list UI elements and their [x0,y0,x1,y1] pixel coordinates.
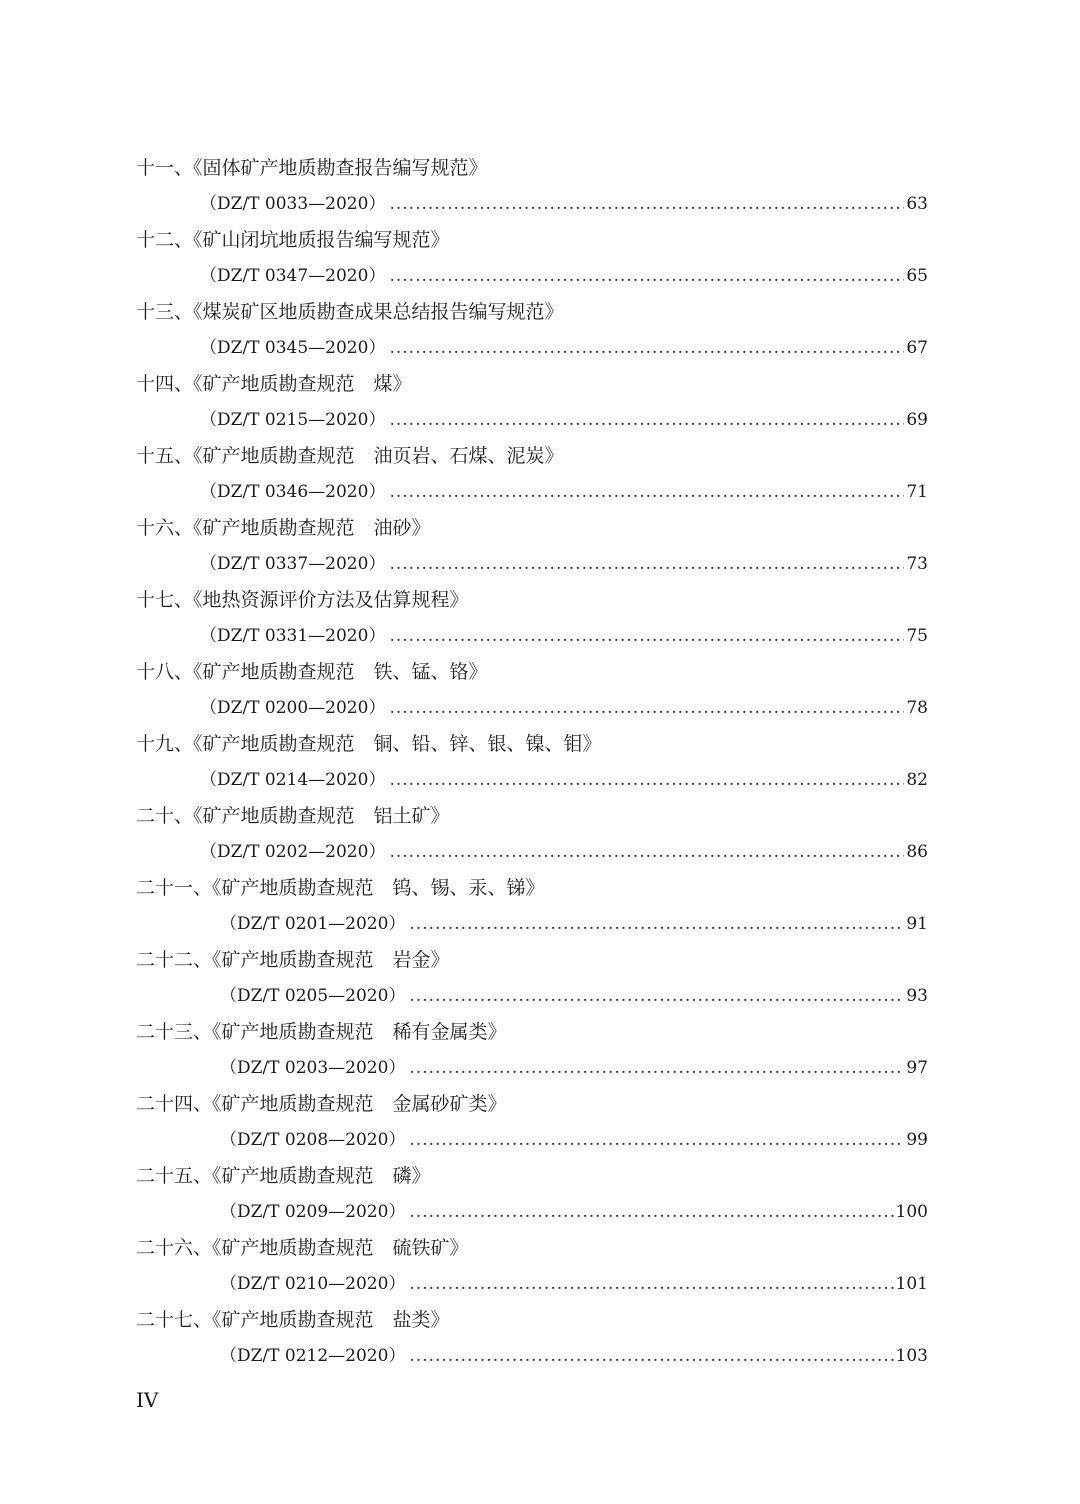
toc-entry-code: （DZ/T 0205—2020） [220,986,406,1006]
toc-entry [0,582,1080,654]
toc-entry-title: 十九、《矿产地质勘查规范 铜、铅、锌、银、镍、钼》 [136,733,602,755]
toc-entry-code-line [0,474,928,510]
toc-entry-title: 二十四、《矿产地质勘查规范 金属砂矿类》 [136,1093,507,1115]
dot-leader [409,1338,893,1374]
toc-entry [0,1158,1080,1230]
toc-entry-code: （DZ/T 0203—2020） [220,1058,406,1078]
toc-entry-page-number: 100 [895,1202,928,1222]
toc-entry-code: （DZ/T 0201—2020） [220,914,406,934]
toc-entry [0,870,1080,942]
toc-entry-code-line [0,1266,928,1302]
toc-entry-code: （DZ/T 0331—2020） [200,626,386,646]
toc-entry [0,294,1080,366]
toc-entry-code: （DZ/T 0209—2020） [220,1202,406,1222]
toc-entry-title: 十六、《矿产地质勘查规范 油砂》 [136,517,431,539]
toc-entry-page-number: 91 [906,914,928,934]
toc-entry-title: 十四、《矿产地质勘查规范 煤》 [136,373,412,395]
dot-leader [389,402,904,438]
dot-leader [389,186,904,222]
toc-entry-page-number: 93 [906,986,928,1006]
toc-entry-code: （DZ/T 0346—2020） [200,482,386,502]
toc-entry [0,726,1080,798]
toc-entry-code: （DZ/T 0210—2020） [220,1274,406,1294]
dot-leader [389,834,904,870]
toc-entry-page-number: 65 [906,266,928,286]
toc-entry-title: 十七、《地热资源评价方法及估算规程》 [136,589,469,611]
toc-entry-title: 二十一、《矿产地质勘查规范 钨、锡、汞、锑》 [136,877,545,899]
dot-leader [389,690,904,726]
toc-entry [0,1302,1080,1374]
toc-entry-code-line [0,762,928,798]
dot-leader [409,906,904,942]
dot-leader [389,546,904,582]
toc-entry [0,942,1080,1014]
toc-entry-title: 二十三、《矿产地质勘查规范 稀有金属类》 [136,1021,507,1043]
toc-entry-code-line [0,546,928,582]
toc-entry-title: 十八、《矿产地质勘查规范 铁、锰、铬》 [136,661,488,683]
toc-entry-page-number: 103 [895,1346,928,1366]
dot-leader [409,1194,893,1230]
toc-entry-page-number: 63 [906,194,928,214]
toc-entry-page-number: 97 [906,1058,928,1078]
toc-entry-code: （DZ/T 0347—2020） [200,266,386,286]
toc-entry-page-number: 69 [906,410,928,430]
toc-entry-code-line [0,330,928,366]
page-number-footer: IV [136,1388,159,1412]
toc-list [0,150,1080,1374]
toc-entry-title: 二十、《矿产地质勘查规范 铝土矿》 [136,805,450,827]
table-of-contents [0,150,1080,1374]
toc-entry-code-line [0,258,928,294]
toc-entry-code-line [0,1050,928,1086]
toc-entry-code-line [0,618,928,654]
toc-entry-title: 十五、《矿产地质勘查规范 油页岩、石煤、泥炭》 [136,445,564,467]
toc-entry-page-number: 78 [906,698,928,718]
toc-entry-code: （DZ/T 0202—2020） [200,842,386,862]
toc-entry-code-line [0,186,928,222]
toc-entry-code: （DZ/T 0215—2020） [200,410,386,430]
dot-leader [389,474,904,510]
toc-entry-code: （DZ/T 0337—2020） [200,554,386,574]
dot-leader [389,762,904,798]
toc-entry [0,1086,1080,1158]
toc-entry-code: （DZ/T 0214—2020） [200,770,386,790]
toc-entry [0,654,1080,726]
toc-entry [0,222,1080,294]
toc-entry-code: （DZ/T 0033—2020） [200,194,386,214]
toc-entry-page-number: 73 [906,554,928,574]
toc-entry-title: 二十五、《矿产地质勘查规范 磷》 [136,1165,431,1187]
toc-entry [0,1230,1080,1302]
toc-entry-title: 二十二、《矿产地质勘查规范 岩金》 [136,949,450,971]
toc-entry-page-number: 71 [906,482,928,502]
toc-entry [0,366,1080,438]
toc-entry-code: （DZ/T 0200—2020） [200,698,386,718]
toc-entry [0,510,1080,582]
toc-entry-code-line [0,402,928,438]
toc-entry-page-number: 86 [906,842,928,862]
toc-entry [0,438,1080,510]
dot-leader [409,1266,893,1302]
toc-entry-code-line [0,906,928,942]
toc-entry-title: 十一、《固体矿产地质勘查报告编写规范》 [136,157,488,179]
toc-entry-code: （DZ/T 0208—2020） [220,1130,406,1150]
toc-entry-page-number: 75 [906,626,928,646]
toc-entry-code-line [0,978,928,1014]
toc-entry-code-line [0,1338,928,1374]
toc-entry-code-line [0,1122,928,1158]
dot-leader [409,978,904,1014]
toc-entry-code: （DZ/T 0345—2020） [200,338,386,358]
toc-entry-page-number: 82 [906,770,928,790]
toc-entry-title: 二十七、《矿产地质勘查规范 盐类》 [136,1309,450,1331]
toc-entry-code-line [0,834,928,870]
toc-entry-title: 十二、《矿山闭坑地质报告编写规范》 [136,229,450,251]
toc-entry-code-line [0,690,928,726]
dot-leader [389,330,904,366]
dot-leader [409,1050,904,1086]
dot-leader [389,618,904,654]
toc-entry-code: （DZ/T 0212—2020） [220,1346,406,1366]
toc-entry-code-line [0,1194,928,1230]
toc-entry-page-number: 101 [895,1274,928,1294]
toc-entry [0,150,1080,222]
toc-entry-title: 十三、《煤炭矿区地质勘查成果总结报告编写规范》 [136,301,564,323]
toc-entry [0,798,1080,870]
toc-entry-title: 二十六、《矿产地质勘查规范 硫铁矿》 [136,1237,469,1259]
toc-entry-page-number: 99 [906,1130,928,1150]
toc-entry [0,1014,1080,1086]
dot-leader [389,258,904,294]
toc-entry-page-number: 67 [906,338,928,358]
dot-leader [409,1122,904,1158]
